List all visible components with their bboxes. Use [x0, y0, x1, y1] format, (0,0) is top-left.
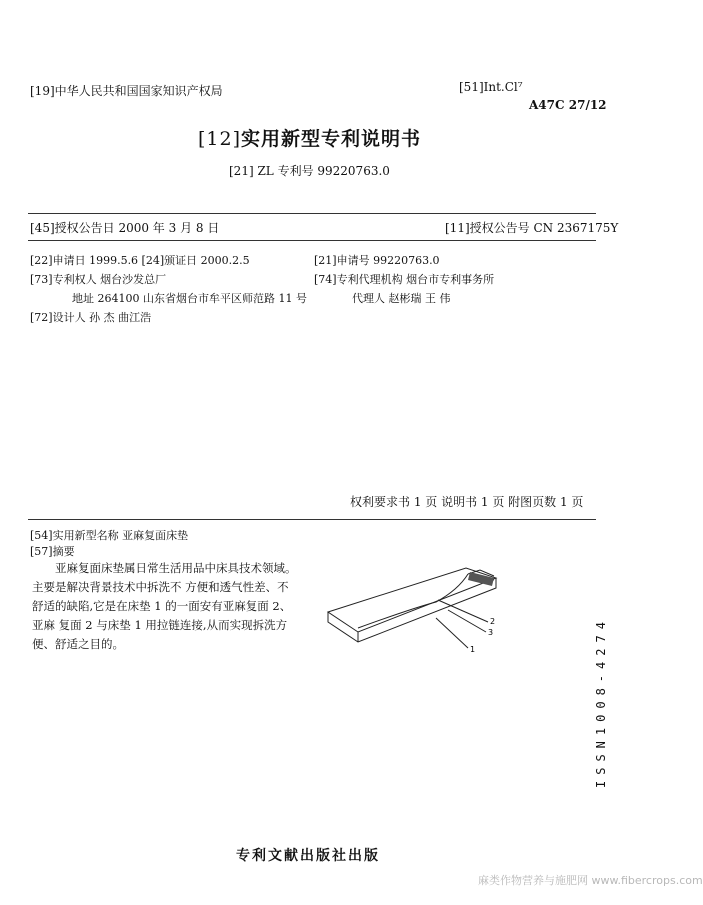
address: 地址 264100 山东省烟台市牟平区师范路 11 号 [72, 292, 307, 305]
document-title [198, 124, 421, 151]
third-rule [28, 519, 596, 520]
issn-number: ISSN1008-4274 [594, 616, 608, 788]
abstract-heading: [57]摘要 [30, 545, 75, 558]
patent-number-line: [21] ZL 专利号 99220763.0 [229, 164, 390, 178]
leader-line-1 [436, 618, 468, 648]
patent-agency: [74]专利代理机构 烟台市专利事务所 [314, 273, 495, 286]
utility-model-name: [54]实用新型名称 亚麻复面床垫 [30, 529, 189, 542]
application-dates: [22]申请日 1999.5.6 [24]颁证日 2000.2.5 [30, 254, 250, 267]
grant-announce-number: [11]授权公告号 CN 2367175Y [445, 221, 619, 235]
page-counts: 权利要求书 1 页 说明书 1 页 附图页数 1 页 [350, 495, 584, 509]
abstract-text: 亚麻复面床垫属日常生活用品中床具技术领域。主要是解决背景技术中拆洗不 方便和透气性差、不舒适的缺陷,它是在床垫 1 的一面安有亚麻复面 2、亚麻 复面 2 与床垫 1 用拉链连接,从而实现拆洗方便、舒适之目的。 [32, 561, 297, 651]
patent-office: [19]中华人民共和国国家知识产权局 [30, 84, 223, 98]
second-rule [28, 240, 596, 241]
mattress-figure [318, 560, 508, 670]
figure-label-2: 2 [490, 617, 496, 626]
int-cl-code: A47C 27/12 [529, 98, 607, 112]
figure-label-1: 1 [470, 645, 476, 654]
watermark: 麻类作物营养与施肥网 www.fibercrops.com [478, 874, 703, 887]
patentee: [73]专利权人 烟台沙发总厂 [30, 273, 167, 286]
title-code: [12] [198, 128, 242, 150]
int-cl-label: [51]Int.Cl⁷ [459, 80, 523, 94]
figure-label-3: 3 [488, 628, 494, 637]
cover-fold [358, 574, 468, 628]
grant-announce-date: [45]授权公告日 2000 年 3 月 8 日 [30, 221, 220, 235]
title-text: 实用新型专利说明书 [241, 128, 422, 150]
designers: [72]设计人 孙 杰 曲江浩 [30, 311, 152, 324]
agents: 代理人 赵彬瑞 王 伟 [352, 292, 451, 305]
top-rule [28, 213, 596, 214]
application-number: [21]申请号 99220763.0 [314, 254, 440, 267]
publisher: 专利文献出版社出版 [236, 848, 380, 864]
